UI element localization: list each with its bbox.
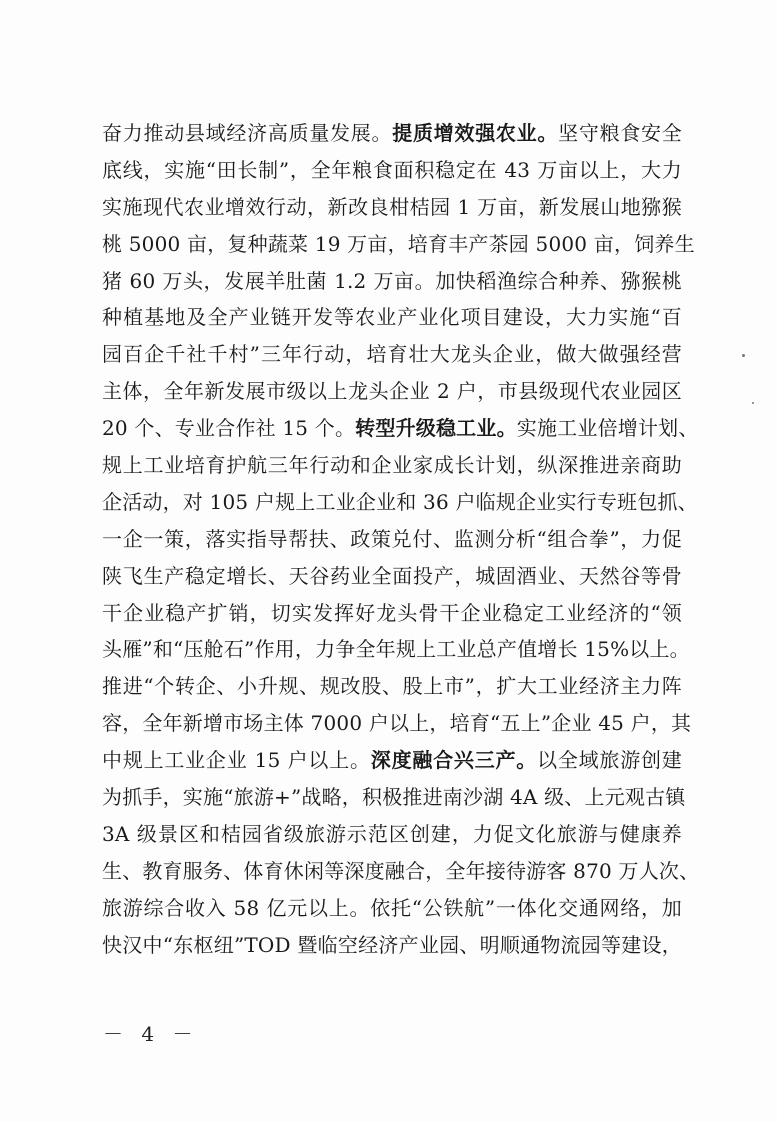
text-run: 一企一策，落实指导帮扶、政策兑付、监测分析“组合拳”，力促	[102, 526, 682, 551]
text-line	[102, 890, 682, 927]
text-line	[102, 189, 682, 226]
text-run: 企活动，对 105 户规上工业企业和 36 户临规企业实行专班包抓、	[102, 489, 698, 514]
text-line	[102, 631, 690, 668]
text-line	[102, 558, 682, 595]
text-run: 中规上工业企业 15 户以上。	[102, 748, 371, 773]
bold-heading-run: 提质增效强农业。	[392, 121, 559, 145]
text-run: 以全域旅游创建	[537, 748, 682, 773]
text-run: 容，全年新增市场主体 7000 户以上，培育“五上”企业 45 户，其	[102, 711, 692, 736]
text-run: 奋力推动县域经济高质量发展。	[102, 121, 393, 145]
text-run: 主体，全年新发展市级以上龙头企业 2 户，市县级现代农业园区	[102, 379, 682, 404]
text-run: 为抓手，实施“旅游+”战略，积极推进南沙湖 4A 级、上元观古镇	[102, 785, 686, 810]
text-line	[102, 779, 686, 816]
text-line	[102, 263, 682, 300]
text-line	[102, 742, 682, 779]
text-line	[102, 816, 682, 853]
text-run: 实施工业倍增计划、	[516, 416, 699, 441]
text-line	[102, 115, 682, 152]
text-line	[102, 853, 700, 890]
text-line	[102, 521, 682, 558]
scan-speck	[752, 402, 754, 404]
text-line	[102, 410, 699, 447]
text-line	[102, 668, 682, 705]
text-run: 陕飞生产稳定增长、天谷药业全面投产，城固酒业、天然谷等骨	[102, 563, 682, 588]
bold-heading-run: 深度融合兴三产。	[370, 748, 538, 773]
text-run: 旅游综合收入 58 亿元以上。依托“公铁航”一体化交通网络，加	[102, 895, 682, 920]
text-line	[102, 373, 682, 410]
text-line	[102, 152, 682, 189]
text-run: 干企业稳产扩销，切实发挥好龙头骨干企业稳定工业经济的“领	[102, 600, 682, 625]
text-run: 猪 60 万头，发展羊肚菌 1.2 万亩。加快稻渔综合种养、猕猴桃	[102, 268, 682, 293]
text-line	[102, 595, 682, 632]
text-run: 推进“个转企、小升规、规改股、股上市”，扩大工业经济主力阵	[102, 674, 682, 699]
text-line	[102, 484, 698, 521]
text-line	[102, 927, 682, 964]
text-run: 实施现代农业增效行动，新改良柑桔园 1 万亩，新发展山地猕猴	[102, 194, 682, 219]
scan-speck	[742, 354, 745, 357]
text-line	[102, 299, 682, 336]
text-line	[102, 705, 692, 742]
text-run: 头雁”和“压舱石”作用，力争全年规上工业总产值增长 15%以上。	[102, 637, 690, 662]
bold-heading-run: 转型升级稳工业。	[355, 416, 517, 441]
text-run: 生、教育服务、体育休闲等深度融合，全年接待游客 870 万人次、	[102, 858, 700, 883]
page-number: － 4 －	[103, 1022, 199, 1046]
text-line	[102, 226, 695, 263]
text-run: 园百企千社千村”三年行动，培育壮大龙头企业，做大做强经营	[102, 342, 682, 367]
text-run: 坚守粮食安全	[558, 121, 682, 145]
text-run: 种植基地及全产业链开发等农业产业化项目建设，大力实施“百	[102, 305, 682, 330]
text-run: 底线，实施“田长制”，全年粮食面积稳定在 43 万亩以上，大力	[102, 157, 682, 182]
body-text	[102, 115, 700, 963]
text-line	[102, 336, 682, 373]
text-run: 快汉中“东枢纽”TOD 暨临空经济产业园、明顺通物流园等建设，	[102, 932, 682, 957]
text-line	[102, 447, 682, 484]
text-run: 20 个、专业合作社 15 个。	[102, 416, 356, 441]
text-run: 3A 级景区和桔园省级旅游示范区创建，力促文化旅游与健康养	[102, 821, 682, 846]
text-run: 规上工业培育护航三年行动和企业家成长计划，纵深推进亲商助	[102, 453, 682, 478]
text-run: 桃 5000 亩，复种蔬菜 19 万亩，培育丰产茶园 5000 亩，饲养生	[102, 231, 695, 256]
